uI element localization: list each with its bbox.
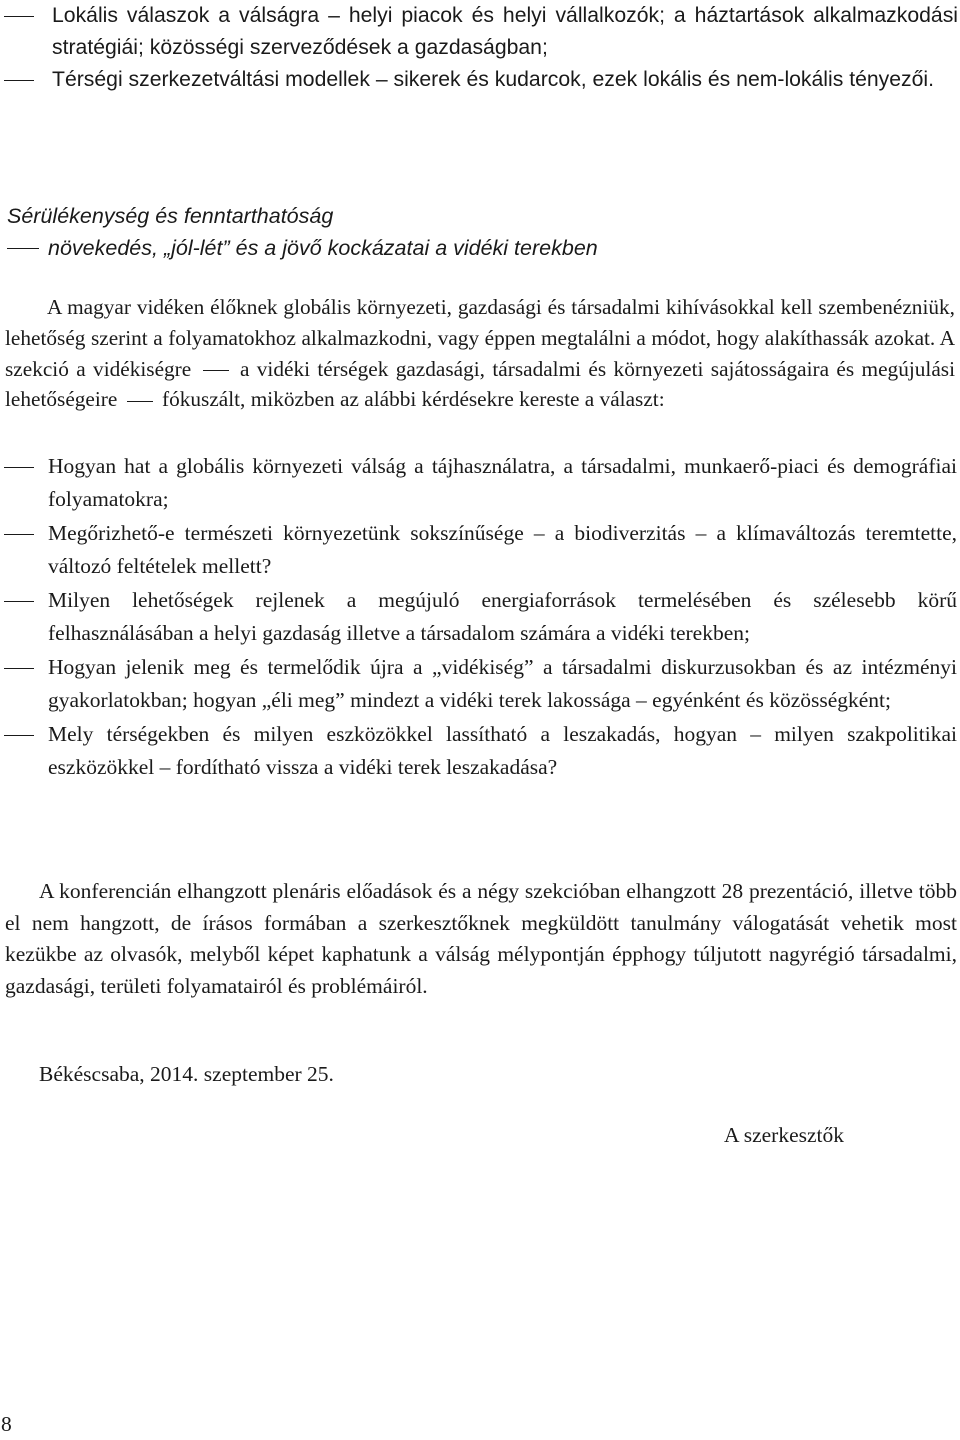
question-list	[0, 450, 957, 785]
list-item	[0, 450, 957, 515]
closing-paragraph	[5, 876, 957, 1002]
list-item	[0, 517, 957, 582]
section-subtitle: növekedés, „jól-lét” és a jövő kockázatai a vidéki terekben	[48, 236, 598, 260]
list-item	[0, 64, 958, 96]
list-item	[0, 0, 958, 64]
intro-paragraph	[5, 292, 955, 415]
intro-text-3: a vidéki térségek gazdasági, társadalmi és környezeti sajátosságaira és megújulási lehetőségeire	[5, 356, 955, 412]
intro-text-1: A magyar vidéken élőknek globális környezeti, gazdasági és társadalmi kihívásokkal kell szembenézniük, lehetőség szerint a folyamatokhoz alkalmazkodni, vagy éppen megtalálni a módot, hogy alakíthassák azokat.	[5, 295, 955, 350]
list-item-text: Milyen lehetőségek rejlenek a megújuló energiaforrások termelésében és szélesebb körű felhasználásában a helyi gazdaság illetve a társadalom számára a vidéki terekben;	[48, 588, 957, 645]
signature: A szerkesztők	[724, 1123, 845, 1147]
list-item	[0, 718, 957, 783]
section-heading	[7, 200, 947, 264]
dash-icon	[127, 401, 153, 403]
closing-text: A konferencián elhangzott plenáris előadások és a négy szekcióban elhangzott 28 prezentáció, illetve több el nem hangzott, de írásos formában a szerkesztőknek megküldött tanulmány válogatását vehetik most kezükbe az olvasók, melyből képet kaphatunk a válság mélypontján épphogy túljutott nagyrégió társadalmi, gazdasági, területi folyamatairól és problémáiról.	[5, 879, 957, 998]
list-item-text: Hogyan jelenik meg és termelődik újra a „vidékiség” a társadalmi diskurzusokban és az intézményi gyakorlatokban; hogyan „éli meg” mindezt a vidéki terek lakossága – egyénként és közösségként;	[48, 655, 957, 712]
list-item-text: Mely térségekben és milyen eszközökkel lassítható a leszakadás, hogyan – milyen szakpolitikai eszközökkel – fordítható vissza a vidéki terek leszakadása?	[48, 722, 957, 779]
page-number: 8	[1, 1412, 12, 1436]
list-item-text: Lokális válaszok a válságra – helyi piacok és helyi vállalkozók; a háztartások alkalmazkodási stratégiái; közösségi szerveződések a gazdaságban;	[52, 4, 958, 59]
section-title: Sérülékenység és fenntarthatóság	[7, 204, 334, 228]
topic-list	[0, 0, 958, 96]
dash-icon	[7, 248, 39, 249]
list-item	[0, 651, 957, 716]
date-line: Békéscsaba, 2014. szeptember 25.	[39, 1062, 334, 1086]
intro-text-4: fókuszált, miközben az alábbi kérdésekre kereste a választ:	[156, 387, 665, 412]
list-item-text: Hogyan hat a globális környezeti válság a tájhasználatra, a társadalmi, munkaerő-piaci és demográfiai folyamatokra;	[48, 454, 957, 511]
list-item	[0, 584, 957, 649]
dash-icon	[203, 370, 229, 372]
list-item-text: Térségi szerkezetváltási modellek – sikerek és kudarcok, ezek lokális és nem-lokális tényezői.	[52, 68, 935, 91]
intro-text-2: A szekció a vidékiségre	[5, 325, 955, 381]
list-item-text: Megőrizhető-e természeti környezetünk sokszínűsége – a biodiverzitás – a klímaváltozás teremtette, változó feltételek mellett?	[48, 521, 957, 578]
